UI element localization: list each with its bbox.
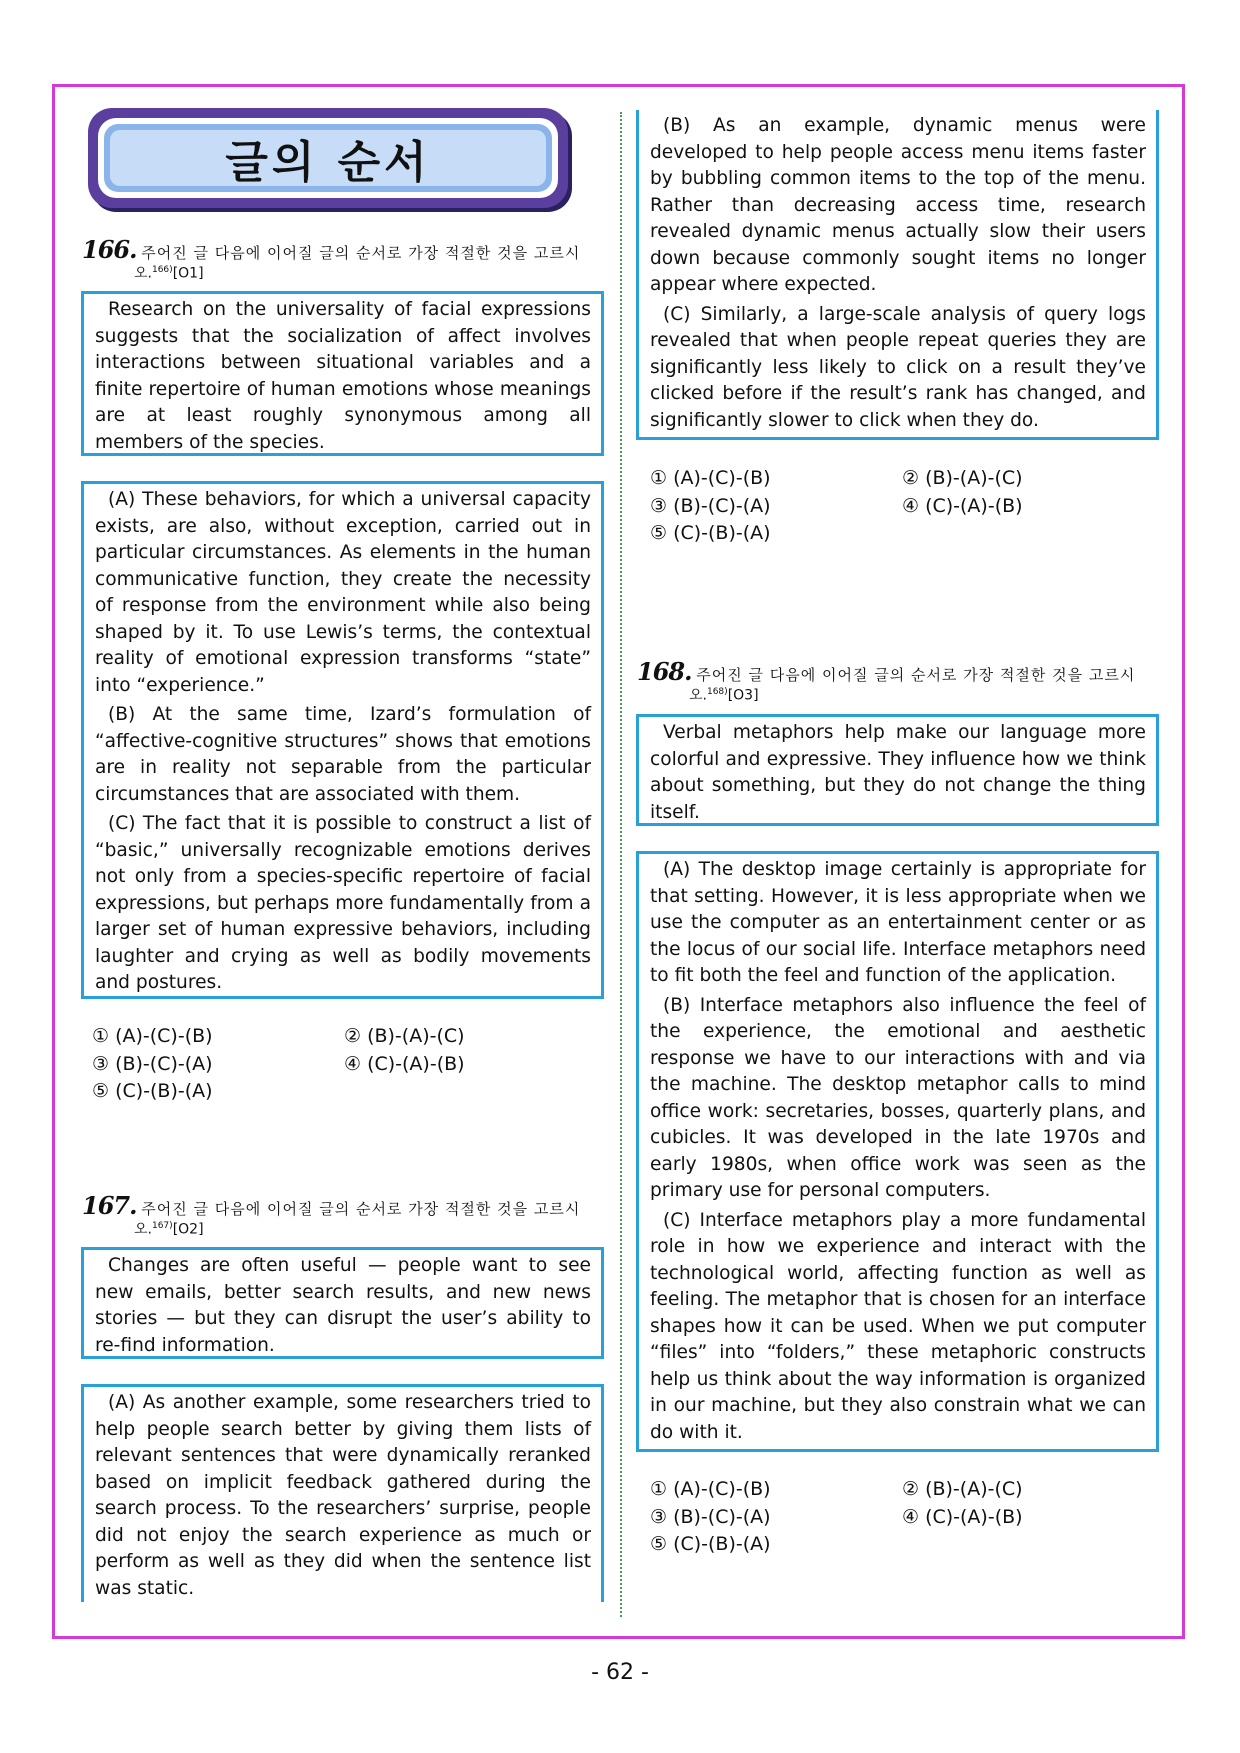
section-title: 글의 순서 (225, 137, 431, 188)
column-divider (620, 112, 622, 1617)
choice-2[interactable]: ② (B)-(A)-(C) (902, 1478, 1023, 1500)
passage-a: (A) The desktop image certainly is appropriate for that setting. However, it is less appropriate when we use the computer as an entertainment center or as the locus of our social life. Interface metaphors need to fit both the feel and function of the application. (650, 859, 1146, 986)
choice-2[interactable]: ② (B)-(A)-(C) (344, 1025, 465, 1047)
question-168-header (637, 657, 1162, 704)
choice-4[interactable]: ④ (C)-(A)-(B) (902, 494, 1023, 517)
choice-4[interactable]: ④ (C)-(A)-(B) (344, 1052, 465, 1075)
passage-a: (A) These behaviors, for which a universal capacity exists, are also, without exception, carried out in particular circumstances. As elements in the human communicative function, they create the necessity of response from the environment while also being shaped by it. To use Lewis’s terms, the contextual reality of emotional expression transforms “state” into “experience.” (95, 489, 591, 696)
footnote-ref: 168) (706, 687, 728, 697)
choice-1[interactable]: ① (A)-(C)-(B) (92, 1025, 213, 1047)
choice-3[interactable]: ③ (B)-(C)-(A) (650, 494, 771, 517)
footnote-ref: 166) (151, 265, 173, 275)
choice-4[interactable]: ④ (C)-(A)-(B) (902, 1505, 1023, 1528)
question-tag: 오.$^{167)}$[O2] (134, 1221, 204, 1238)
question-167-given-text (81, 1247, 604, 1359)
choice-5[interactable]: ⑤ (C)-(B)-(A) (92, 1080, 213, 1102)
passage-c: (C) The fact that it is possible to construct a list of “basic,” universally recognizable emotions derives not only from a species-specific repertoire of facial expressions, but perhaps more fundamentally from a larger set of human expressive behaviors, including laughter and crying as well as bodily movements and postures. (95, 813, 591, 993)
section-title-banner (88, 108, 568, 208)
question-167-passages-part2 (636, 110, 1159, 440)
passage-a: (A) As another example, some researchers tried to help people search better by giving them lists of relevant sentences that were dynamically reranked based on implicit feedback gathered during the search process. To the researchers’ surprise, people did not enjoy the search experience as much or perform as well as they did when the sentence list was static. (95, 1392, 591, 1599)
choice-3[interactable]: ③ (B)-(C)-(A) (650, 1505, 771, 1528)
question-tag: 오.$^{168)}$[O3] (689, 687, 759, 704)
question-prompt: 주어진 글 다음에 이어질 글의 순서로 가장 적절한 것을 고르시 (141, 244, 581, 262)
passage-b: (B) As an example, dynamic menus were developed to help people access menu items faster by bubbling common items to the top of the menu. Rather than decreasing access time, research revealed dynamic menus actually slow their users down because commonly sought items no longer appear where expected. (650, 115, 1146, 295)
given-paragraph: Verbal metaphors help make our language more colorful and expressive. They influence how we think about something, but they do not change the thing itself. (650, 722, 1146, 823)
question-166-choices (92, 1023, 596, 1106)
question-168-choices (650, 1476, 1154, 1559)
passage-b: (B) Interface metaphors also influence the feel of the experience, the emotional and aesthetic response we have to our interactions with and via the machine. The desktop metaphor calls to mind office work: secretaries, bosses, quarterly plans, and cubicles. It was developed in the late 1970s and early 1980s, when office work was seen as the primary use for personal computers. (650, 994, 1146, 1201)
choice-3[interactable]: ③ (B)-(C)-(A) (92, 1052, 213, 1075)
choice-5[interactable]: ⑤ (C)-(B)-(A) (650, 522, 771, 544)
given-paragraph: Research on the universality of facial expressions suggests that the socialization of affect involves interactions between situational variables and a finite repertoire of human emotions whose meanings are at least roughly synonymous among all members of the species. (95, 299, 591, 453)
question-166-given-text (81, 291, 604, 456)
question-number: 166. (82, 235, 137, 264)
choice-2[interactable]: ② (B)-(A)-(C) (902, 467, 1023, 489)
question-168-passages (636, 851, 1159, 1452)
passage-c: (C) Interface metaphors play a more fundamental role in how we experience and interact with the technological world, affecting function as well as feeling. The metaphor that is chosen for an interface shapes how it can be used. When we put computer “files” into “folders,” these metaphoric constructs help us think about the way information is organized in our machine, but they also constrain what we can do with it. (650, 1209, 1146, 1443)
question-166-header (82, 235, 607, 282)
passage-c: (C) Similarly, a large-scale analysis of query logs revealed that when people repeat queries they are significantly less likely to click on a result they’ve clicked before if the result’s rank has changed, and significantly slower to click when they do. (650, 303, 1146, 431)
question-167-choices (650, 465, 1154, 548)
question-tag: 오.$^{166)}$[O1] (134, 265, 204, 282)
question-168-given-text (636, 714, 1159, 826)
choice-5[interactable]: ⑤ (C)-(B)-(A) (650, 1533, 771, 1555)
question-prompt: 주어진 글 다음에 이어질 글의 순서로 가장 적절한 것을 고르시 (141, 1200, 581, 1218)
choice-1[interactable]: ① (A)-(C)-(B) (650, 467, 771, 489)
question-167-passages-part1 (81, 1384, 604, 1602)
question-prompt: 주어진 글 다음에 이어질 글의 순서로 가장 적절한 것을 고르시 (696, 666, 1136, 684)
given-paragraph: Changes are often useful — people want to see new emails, better search results, and new news stories — but they can disrupt the user’s ability to re-find information. (95, 1255, 591, 1356)
question-167-header (82, 1191, 607, 1238)
footnote-ref: 167) (151, 1221, 173, 1231)
question-number: 167. (82, 1191, 137, 1220)
question-number: 168. (637, 657, 692, 686)
passage-b: (B) At the same time, Izard’s formulation of “affective-cognitive structures” shows that emotions are in reality not separable from the particular circumstances that are associated with them. (95, 704, 591, 805)
page-number: - 62 - (591, 1660, 649, 1685)
choice-1[interactable]: ① (A)-(C)-(B) (650, 1478, 771, 1500)
question-166-passages (81, 481, 604, 999)
